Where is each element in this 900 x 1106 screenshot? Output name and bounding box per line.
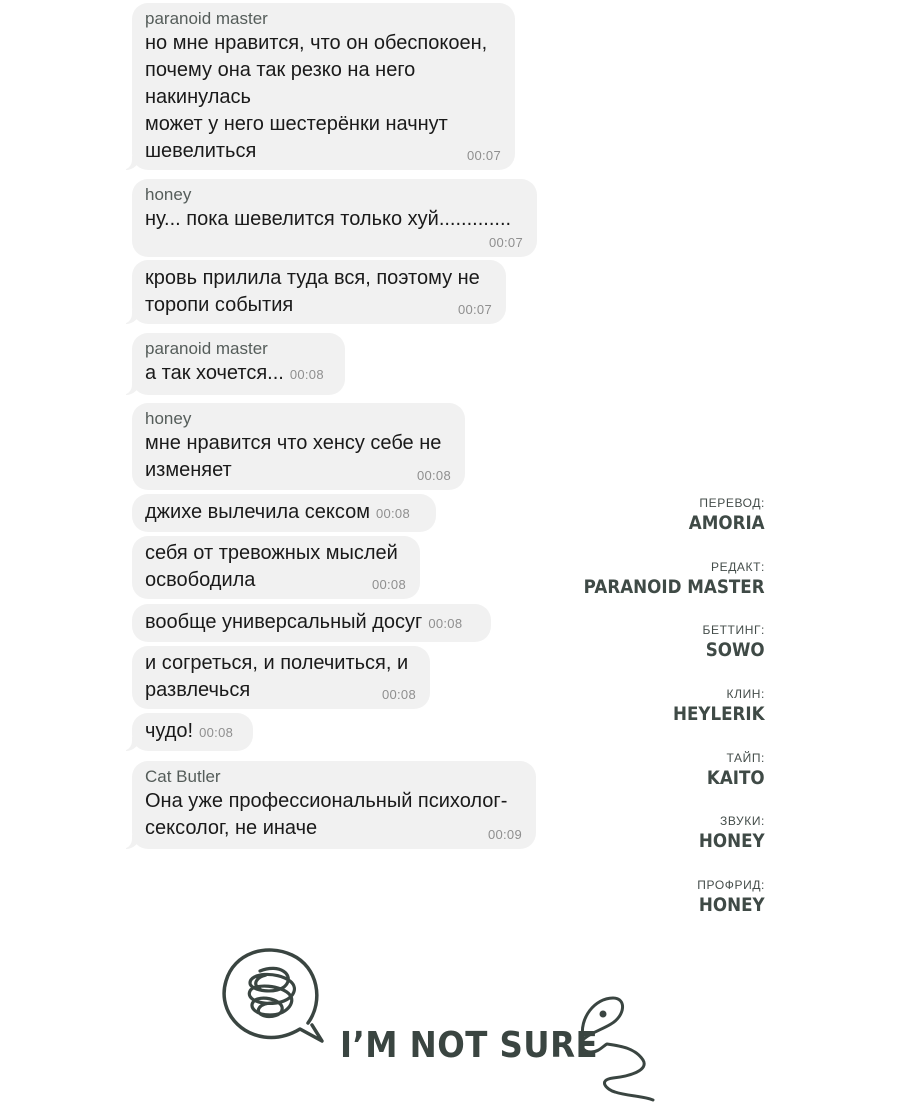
message-time: 00:08 [381, 687, 416, 702]
message-text: и согреться, и полечиться, и развлечься [145, 652, 409, 701]
message-bubble [132, 179, 537, 257]
credit-sounds [559, 813, 765, 877]
message-time: 00:08 [199, 725, 234, 740]
credit-role: КЛИН: [726, 687, 765, 702]
message-text-content: а так хочется... [145, 362, 284, 384]
message-bubble [132, 494, 436, 532]
message-sender: honey [145, 185, 192, 204]
credit-name: HONEY [699, 894, 765, 917]
credit-role: ПЕРЕВОД: [699, 496, 765, 510]
credit-name: HEYLERIK [673, 703, 765, 726]
message-time: 00:08 [375, 506, 410, 521]
credit-role: ЗВУКИ: [719, 814, 765, 829]
message-time: 00:07 [466, 148, 501, 163]
scribble-speech-bubble-icon [220, 945, 330, 1055]
credit-role: РЕДАКТ: [711, 559, 765, 574]
message-sender: paranoid master [145, 9, 268, 28]
credit-editor [559, 559, 765, 623]
message-bubble [132, 713, 253, 751]
message-time: 00:07 [488, 235, 523, 250]
message-bubble [132, 536, 420, 599]
credit-role: ТАЙП: [726, 750, 765, 765]
credit-name: KAITO [707, 766, 765, 789]
message-text [145, 499, 424, 527]
message-text: Она уже профессиональный психолог- сексолог, не иначе [145, 790, 508, 839]
message-text: себя от тревожных мыслей освободила [145, 542, 398, 591]
credit-name: SOWO [706, 639, 765, 662]
message-text: но мне нравится, что он обеспокоен, почему она так резко на него накинулась может у него шестерёнки начнут шевелиться [145, 32, 488, 162]
message-time: 00:08 [428, 616, 463, 631]
credit-translation [559, 495, 765, 559]
message-time: 00:07 [457, 302, 492, 317]
message-bubble [132, 604, 491, 642]
credit-clean [559, 686, 765, 750]
message-text: ну... пока шевелится только хуй............. [145, 208, 512, 230]
credit-type [559, 750, 765, 814]
message-bubble [132, 333, 345, 395]
logo-wordmark: I’M NOT SURE [340, 1025, 599, 1066]
message-text: мне нравится что хенсу себе не изменяет [145, 432, 442, 481]
credit-proofread [559, 877, 765, 941]
message-bubble [132, 646, 430, 709]
message-sender: honey [145, 409, 192, 428]
message-text-content: джихе вылечила сексом [145, 501, 370, 523]
message-bubble [132, 403, 465, 490]
team-logo [220, 945, 670, 1105]
message-text [145, 609, 479, 637]
message-text-content: вообще универсальный досуг [145, 611, 423, 633]
credit-name: HONEY [699, 830, 765, 853]
credit-role: ПРОФРИД: [697, 878, 765, 893]
message-time: 00:09 [487, 827, 522, 842]
message-sender: Cat Butler [145, 767, 221, 786]
message-sender: paranoid master [145, 339, 268, 358]
message-text [145, 718, 241, 746]
message-time: 00:08 [371, 577, 406, 592]
doodle-creature-icon [573, 990, 668, 1105]
message-bubble [132, 761, 536, 849]
message-time: 00:08 [289, 367, 324, 382]
message-bubble [132, 260, 506, 324]
credit-name: PARANOID MASTER [584, 575, 765, 598]
credit-betting [559, 622, 765, 686]
credit-role: БЕТТИНГ: [702, 623, 765, 638]
message-bubble [132, 3, 515, 170]
credits-block [559, 495, 765, 941]
message-text: кровь прилила туда вся, поэтому не торопи события [145, 267, 480, 316]
message-text-content: чудо! [145, 720, 194, 742]
message-time: 00:08 [416, 468, 451, 483]
message-text [145, 360, 333, 388]
credit-name: AMORIA [689, 512, 765, 534]
